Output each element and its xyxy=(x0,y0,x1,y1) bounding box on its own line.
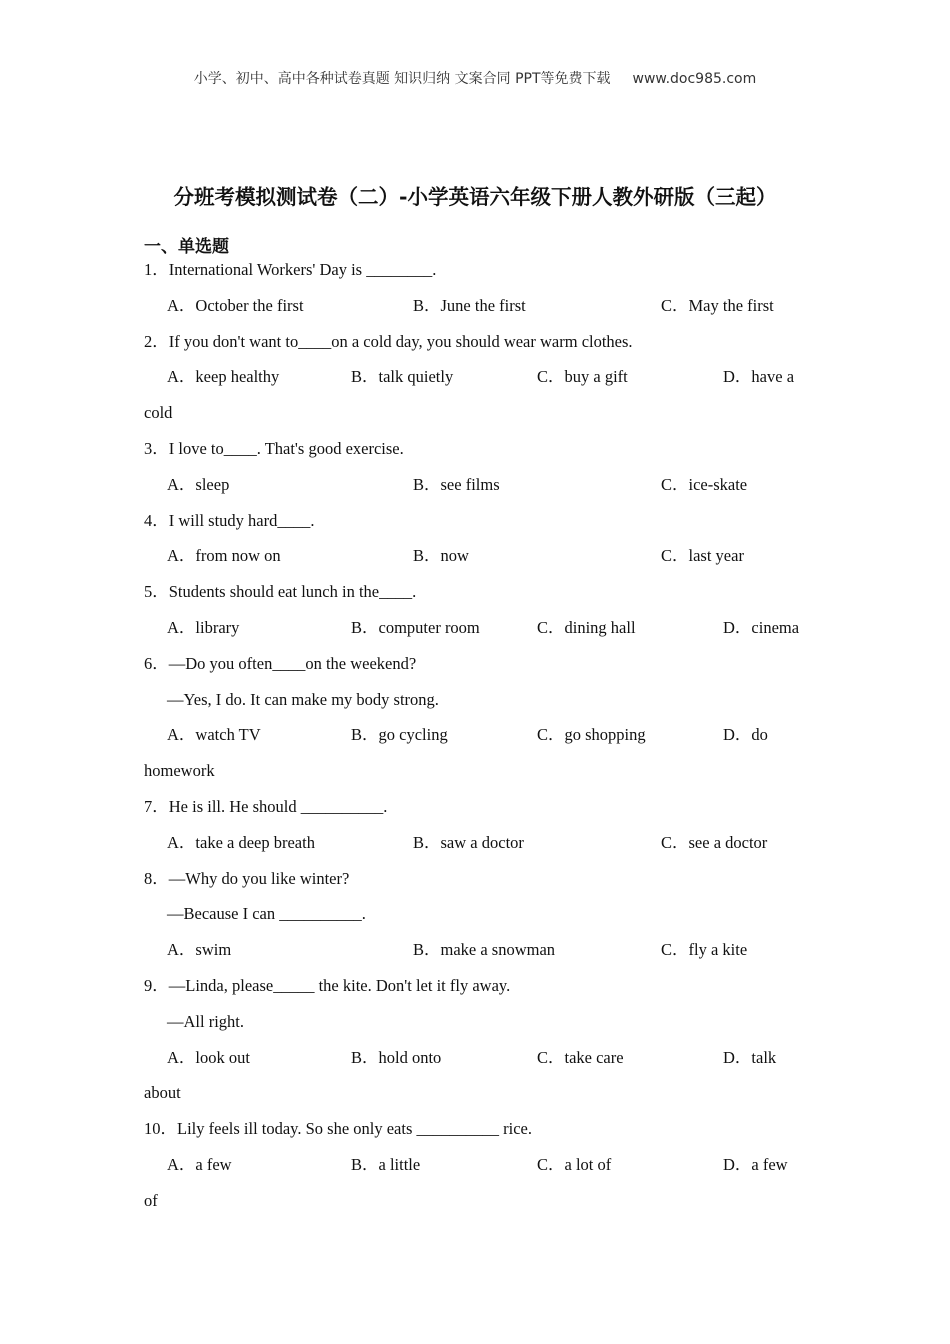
question-dialogue-line: —Yes, I do. It can make my body strong. xyxy=(167,689,439,709)
answer-option[interactable]: A．take a deep breath xyxy=(167,832,315,852)
answer-option[interactable]: C．buy a gift xyxy=(537,367,628,387)
answer-option[interactable]: D．have a xyxy=(723,367,795,387)
question-item xyxy=(144,968,824,1111)
answer-option[interactable]: B．hold onto xyxy=(351,1047,442,1067)
question-dialogue-line: —All right. xyxy=(167,1011,244,1031)
question-dialogue-line: —Because I can __________. xyxy=(167,904,366,924)
answer-option[interactable]: D．cinema xyxy=(723,617,800,637)
question-options xyxy=(144,288,824,324)
page-title: 分班考模拟测试卷（二）-小学英语六年级下册人教外研版（三起） xyxy=(173,185,777,209)
answer-option[interactable]: C．see a doctor xyxy=(661,832,768,852)
answer-option[interactable]: C．ice-skate xyxy=(661,474,748,494)
question-stem: 1．International Workers' Day is ________. xyxy=(144,260,437,279)
section-heading: 一、单选题 xyxy=(144,237,229,257)
answer-option[interactable]: B．a little xyxy=(351,1154,421,1174)
question-stem: 10．Lily feels ill today. So she only eats __________ rice. xyxy=(144,1119,532,1139)
question-options xyxy=(144,538,824,574)
question-options xyxy=(144,1147,824,1183)
answer-option[interactable]: A．watch TV xyxy=(167,725,261,745)
question-stem: 9．—Linda, please_____ the kite. Don't let it fly away. xyxy=(144,975,511,995)
page-header-banner xyxy=(0,68,950,88)
answer-option[interactable]: B．make a snowman xyxy=(413,940,556,960)
answer-option[interactable]: A．from now on xyxy=(167,546,281,566)
question-item xyxy=(144,574,824,646)
question-item xyxy=(144,861,824,968)
question-stem: 4．I will study hard____. xyxy=(144,510,315,530)
answer-option-continuation: about xyxy=(144,1083,181,1103)
answer-option[interactable]: A．sleep xyxy=(167,474,230,494)
answer-option-continuation: homework xyxy=(144,761,215,781)
question-stem: 2．If you don't want to____on a cold day, you should wear warm clothes. xyxy=(144,331,633,351)
answer-option[interactable]: C．fly a kite xyxy=(661,940,748,960)
answer-option[interactable]: B．saw a doctor xyxy=(413,832,524,852)
question-options xyxy=(144,359,824,395)
question-options xyxy=(144,467,824,503)
question-list xyxy=(144,252,824,1219)
answer-option[interactable]: A．look out xyxy=(167,1047,250,1067)
question-stem: 7．He is ill. He should __________. xyxy=(144,796,388,816)
answer-option[interactable]: A．swim xyxy=(167,940,232,960)
question-item xyxy=(144,431,824,503)
answer-option[interactable]: C．last year xyxy=(661,546,744,566)
question-item xyxy=(144,252,824,324)
question-options xyxy=(144,717,824,753)
answer-option[interactable]: D．do xyxy=(723,725,768,745)
answer-option[interactable]: C．take care xyxy=(537,1047,624,1067)
question-stem: 3．I love to____. That's good exercise. xyxy=(144,438,404,458)
answer-option[interactable]: D．talk xyxy=(723,1047,777,1067)
question-options xyxy=(144,1040,824,1076)
answer-option[interactable]: A．a few xyxy=(167,1154,232,1174)
answer-option[interactable]: B．June the first xyxy=(413,295,526,315)
answer-option[interactable]: B．computer room xyxy=(351,617,480,637)
answer-option[interactable]: A．library xyxy=(167,617,240,637)
answer-option[interactable]: C．go shopping xyxy=(537,725,646,745)
question-item xyxy=(144,1111,824,1218)
answer-option[interactable]: B．now xyxy=(413,546,469,566)
answer-option-continuation: of xyxy=(144,1190,158,1210)
question-options xyxy=(144,825,824,861)
question-options xyxy=(144,610,824,646)
header-site-link[interactable]: www.doc985.com xyxy=(632,71,757,87)
answer-option[interactable]: C．May the first xyxy=(661,295,774,315)
question-item xyxy=(144,789,824,861)
header-banner-text: 小学、初中、高中各种试卷真题 知识归纳 文案合同 PPT等免费下载 xyxy=(193,71,611,87)
answer-option[interactable]: D．a few xyxy=(723,1154,788,1174)
answer-option[interactable]: A．keep healthy xyxy=(167,367,280,387)
answer-option[interactable]: B．go cycling xyxy=(351,725,448,745)
question-stem: 8．—Why do you like winter? xyxy=(144,868,350,888)
answer-option[interactable]: B．see films xyxy=(413,474,500,494)
question-stem: 6．—Do you often____on the weekend? xyxy=(144,653,417,673)
question-options xyxy=(144,932,824,968)
answer-option[interactable]: C．a lot of xyxy=(537,1154,612,1174)
question-stem: 5．Students should eat lunch in the____. xyxy=(144,582,417,602)
answer-option[interactable]: A．October the first xyxy=(167,295,304,315)
question-item xyxy=(144,503,824,575)
question-item xyxy=(144,324,824,431)
answer-option[interactable]: B．talk quietly xyxy=(351,367,454,387)
question-item xyxy=(144,646,824,789)
answer-option-continuation: cold xyxy=(144,403,173,423)
answer-option[interactable]: C．dining hall xyxy=(537,617,636,637)
